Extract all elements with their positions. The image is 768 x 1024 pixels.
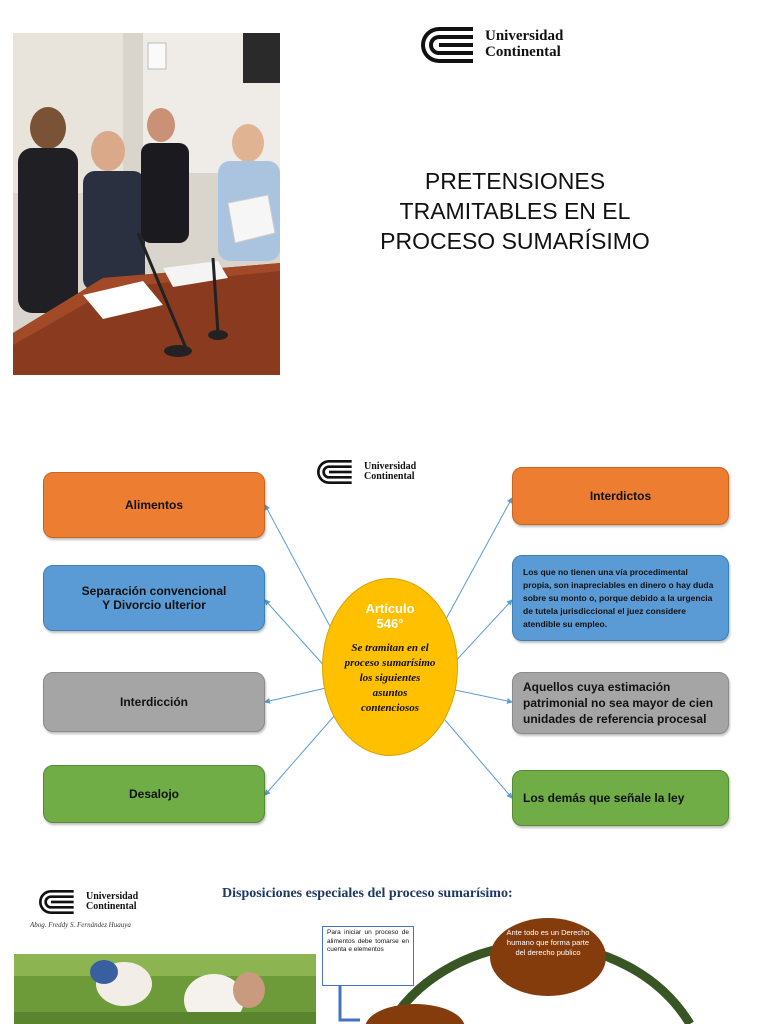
box-separacion-line-1: Separación convencional [81,584,227,598]
brand-line-2: Continental [364,471,415,482]
box-desalojo-label: Desalojo [128,787,179,801]
box-alimentos-label: Alimentos [124,498,183,512]
slide-2 [0,440,768,840]
box-separacion [43,565,265,631]
arrow-estimacion [455,690,512,702]
title-line-1: PRETENSIONES [424,168,606,194]
box-interdiccion-label: Interdicción [119,695,188,709]
author-caption: Abog. Freddy S. Fernández Huauya [30,921,131,929]
university-logo-icon [24,888,78,916]
box-estimacion-label: Aquellos cuya estimación patrimonial no sea mayor de cien unidades de referencia procesal [523,680,714,726]
human-right-text: Ante todo es un Derecho humano que forma parte del derecho publico [506,928,590,957]
box-sin-via-label: Los que no tienen una vía procedimental propia, son inapreciables en dinero o hay duda sobre su monto o, porque debido a la urgencia de tutela jurisdiccional el juez considere atendible su empleo. [523,566,714,629]
box-interdictos-label: Interdictos [589,489,652,503]
box-estimacion-patrimonial [512,672,729,734]
article-body: Se tramitan en el proceso sumarísimo los siguientes asuntos contenciosos [344,642,436,714]
box-sin-via-procedimental [512,555,729,641]
arrow-demas [445,720,512,798]
university-logo-icon [403,24,475,66]
article-546-ellipse [322,578,458,756]
arrow-separacion [265,600,328,670]
title-line-3: PROCESO SUMARÍSIMO [380,228,650,254]
box-interdictos [512,467,729,525]
article-heading-2: 546° [376,616,404,631]
brand-line-1: Universidad [86,890,139,902]
human-right-bubble [490,918,606,996]
box-alimentos [43,472,265,538]
courtroom-photo [13,33,280,375]
slide-3 [0,876,768,1024]
box-desalojo [43,765,265,823]
arrow-alimentos [265,505,340,645]
brand-line-2: Continental [485,44,561,60]
arrow-sin-via [452,600,512,665]
box-demas-label: Los demás que señale la ley [523,791,685,805]
brand-line-1: Universidad [364,460,417,472]
arrow-interdictos [440,498,512,630]
arrow-interdiccion [265,688,326,702]
box-demas [512,770,729,826]
title-line-2: TRAMITABLES EN EL [399,198,631,224]
slide-3-title: Disposiciones especiales del proceso sumarísimo: [222,886,513,901]
slide-1-title [340,166,690,256]
note-text: Para iniciar un proceso de alimentos debe tomarse en cuenta e elementos [327,929,409,953]
arrow-desalojo [265,715,335,795]
article-heading-1: Artículo [365,601,415,616]
brand-line-2: Continental [86,901,137,912]
university-logo-small-2 [24,888,138,916]
brand-line-1: Universidad [485,28,564,45]
box-separacion-line-2: Y Divorcio ulterior [102,598,206,612]
slide-1 [0,0,768,400]
child-photo [14,954,316,1024]
university-logo [403,24,563,66]
box-interdiccion [43,672,265,732]
